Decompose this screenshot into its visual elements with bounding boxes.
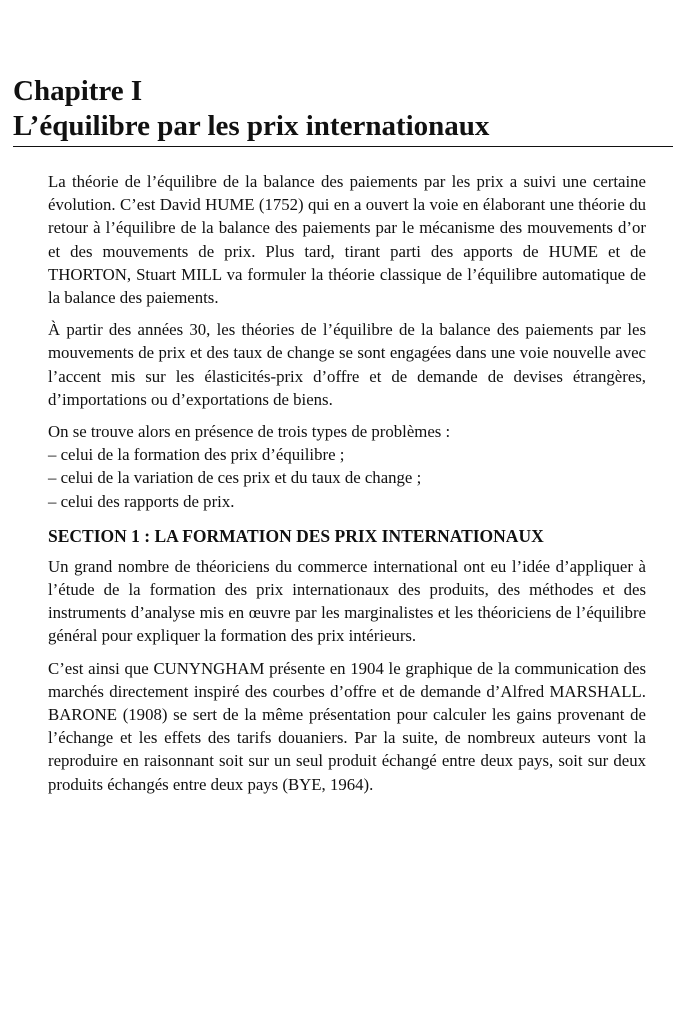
intro-paragraph-2: À partir des années 30, les théories de l’équilibre de la balance des paiements par les mouvements de prix et des taux de change se sont engagées dans une voie nouvelle avec l’accent mis sur les élasticités-prix d’offre et de demande de devises étrangères, d’importations ou d’exportations de biens. bbox=[48, 320, 646, 409]
chapter-number: Chapitre I bbox=[13, 75, 143, 107]
section-paragraph-1: Un grand nombre de théoriciens du commerce international ont eu l’idée d’appliquer à l’étude de la formation des prix internationaux des produits, des méthodes et des instruments d’analyse mis en œuvre par les marginalistes et les théoriciens de l’équilibre général pour expliquer la formation des prix intérieurs. bbox=[48, 556, 646, 646]
problem-item: – celui de la formation des prix d’équilibre ; bbox=[48, 445, 345, 465]
problem-item: – celui des rapports de prix. bbox=[48, 491, 235, 511]
chapter-header bbox=[13, 74, 673, 147]
problems-list bbox=[48, 443, 646, 513]
chapter-title: L’équilibre par les prix internationaux bbox=[13, 108, 673, 147]
section-heading: SECTION 1 : LA FORMATION DES PRIX INTERNATIONAUX bbox=[48, 525, 544, 546]
intro-paragraph-1: La théorie de l’équilibre de la balance des paiements par les prix a suivi une certaine évolution. C’est David HUME (1752) qui en a ouvert la voie en élaborant une théorie du retour à l’équilibre de la balance des paiements par le mécanisme des mouvements d’or et des mouvements de prix. Plus tard, tirant parti des apports de HUME et de THORTON, Stuart MILL va formuler la théorie classique de l’équilibre automatique de la balance des paiements. bbox=[48, 172, 646, 308]
problems-intro: On se trouve alors en présence de trois types de problèmes : bbox=[48, 422, 451, 442]
problem-item: – celui de la variation de ces prix et du taux de change ; bbox=[48, 468, 422, 488]
section-paragraph-2: C’est ainsi que CUNYNGHAM présente en 1904 le graphique de la communication des marchés directement inspiré des courbes d’offre et de demande d’Alfred MARSHALL. BARONE (1908) se sert de la même présentation pour calculer les gains provenant de l’échange et les effets des tarifs douaniers. Par la suite, de nombreux auteurs vont la reproduire en raisonnant soit sur un seul produit échangé entre deux pays, soit sur deux produits échangés entre deux pays (BYE, 1964). bbox=[48, 658, 646, 794]
page-content bbox=[48, 170, 646, 805]
